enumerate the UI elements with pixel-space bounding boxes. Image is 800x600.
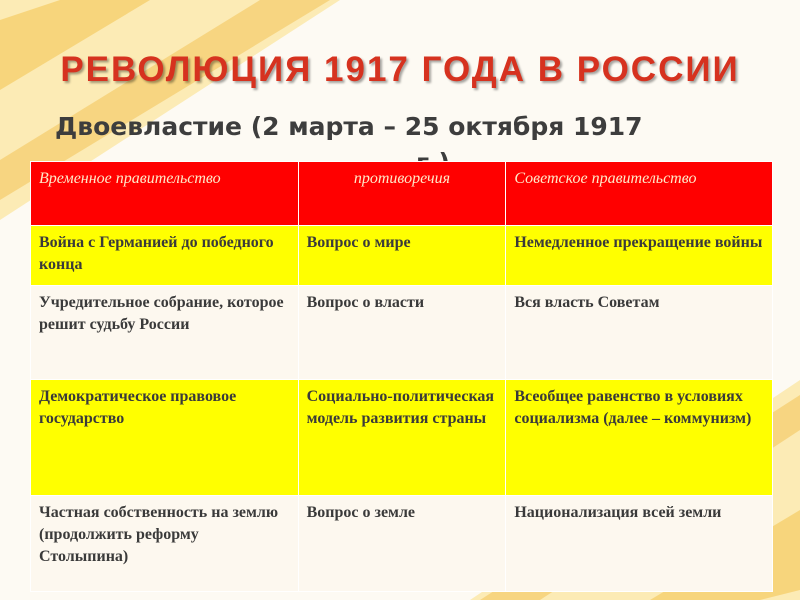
table-cell: Всеобщее равенство в условиях социализма (далее – коммунизм) xyxy=(506,380,773,496)
table-cell: Вся власть Советам xyxy=(506,286,773,380)
table-cell: Частная собственность на землю (продолжить реформу Столыпина) xyxy=(31,496,299,592)
table-cell: Война с Германией до победного конца xyxy=(31,226,299,286)
header-soviet-government: Советское правительство xyxy=(506,162,773,226)
table-row xyxy=(31,286,773,380)
table-cell: Национализация всей земли xyxy=(506,496,773,592)
header-provisional-government: Временное правительство xyxy=(31,162,299,226)
comparison-table xyxy=(30,161,773,592)
header-contradictions: противоречия xyxy=(298,162,506,226)
table-cell: Демократическое правовое государство xyxy=(31,380,299,496)
table-row xyxy=(31,496,773,592)
table-cell: Вопрос о мире xyxy=(298,226,506,286)
slide-subtitle: Двоевластие (2 марта – 25 октября 1917 xyxy=(55,112,643,141)
table-cell: Вопрос о земле xyxy=(298,496,506,592)
table-cell: Вопрос о власти xyxy=(298,286,506,380)
slide-title: РЕВОЛЮЦИЯ 1917 ГОДА В РОССИИ xyxy=(60,50,740,89)
table-cell: Учредительное собрание, которое решит судьбу России xyxy=(31,286,299,380)
table-row xyxy=(31,380,773,496)
table-cell: Социально-политическая модель развития страны xyxy=(298,380,506,496)
table-header-row xyxy=(31,162,773,226)
table-row xyxy=(31,226,773,286)
table-cell: Немедленное прекращение войны xyxy=(506,226,773,286)
